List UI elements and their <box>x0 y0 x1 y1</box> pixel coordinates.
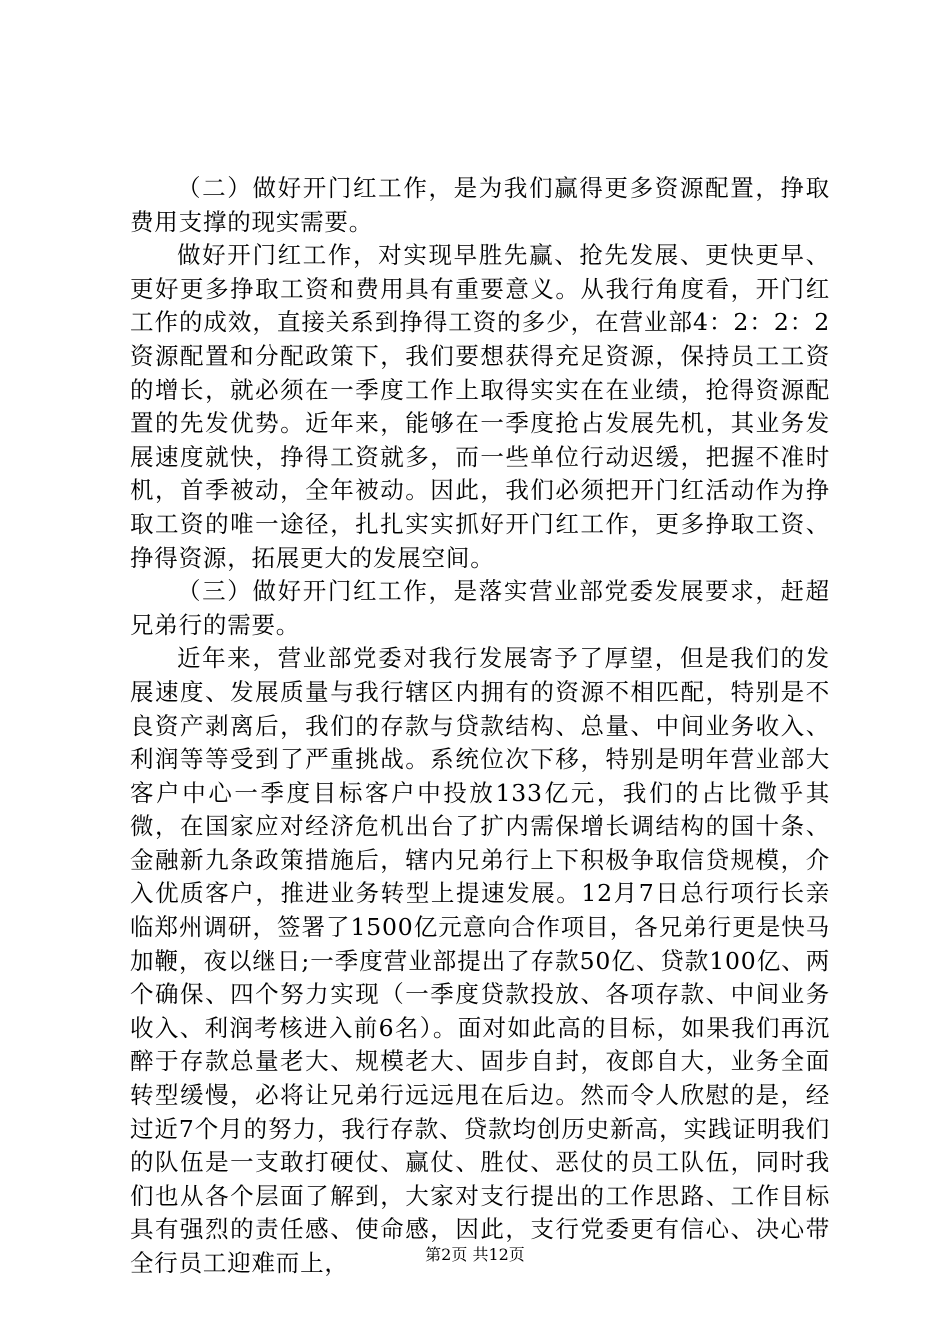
page-number: 第2页 共12页 <box>425 1245 525 1264</box>
paragraph: 近年来，营业部党委对我行发展寄予了厚望，但是我们的发展速度、发展质量与我行辖区内拥有的资源不相匹配，特别是不良资产剥离后，我们的存款与贷款结构、总量、中间业务收入、利润等等受到了严重挑战。系统位次下移，特别是明年营业部大客户中心一季度目标客户中投放133亿元，我们的占比微乎其微，在国家应对经济危机出台了扩内需保增长调结构的国十条、金融新九条政策措施后，辖内兄弟行上下积极争取信贷规模，介入优质客户，推进业务转型上提速发展。12月7日总行项行长亲临郑州调研，签署了1500亿元意向合作项目，各兄弟行更是快马加鞭，夜以继日;一季度营业部提出了存款50亿、贷款100亿、两个确保、四个努力实现（一季度贷款投放、各项存款、中间业务收入、利润考核进入前6名）。面对如此高的目标，如果我们再沉醉于存款总量老大、规模老大、固步自封，夜郎自大，业务全面转型缓慢，必将让兄弟行远远甩在后边。然而令人欣慰的是，经过近7个月的努力，我行存款、贷款均创历史新高，实践证明我们的队伍是一支敢打硬仗、赢仗、胜仗、恶仗的员工队伍，同时我们也从各个层面了解到，大家对支行提出的工作思路、工作目标具有强烈的责任感、使命感，因此，支行党委更有信心、决心带全行员工迎难而上， <box>130 644 830 1277</box>
section-heading-3: （三）做好开门红工作，是落实营业部党委发展要求，赶超兄弟行的需要。 <box>130 577 830 639</box>
page-footer <box>0 1242 950 1265</box>
section-heading-2: （二）做好开门红工作，是为我们赢得更多资源配置，挣取费用支撑的现实需要。 <box>130 174 830 236</box>
document-body <box>130 172 830 1281</box>
paragraph: 做好开门红工作，对实现早胜先赢、抢先发展、更快更早、更好更多挣取工资和费用具有重要意义。从我行角度看，开门红工作的成效，直接关系到挣得工资的多少，在营业部4：2：2：2资源配置和分配政策下，我们要想获得充足资源，保持员工工资的增长，就必须在一季度工作上取得实实在在业绩，抢得资源配置的先发优势。近年来，能够在一季度抢占发展先机，其业务发展速度就快，挣得工资就多，而一些单位行动迟缓，把握不准时机，首季被动，全年被动。因此，我们必须把开门红活动作为挣取工资的唯一途径，扎扎实实抓好开门红工作，更多挣取工资、挣得资源，拓展更大的发展空间。 <box>130 241 830 572</box>
